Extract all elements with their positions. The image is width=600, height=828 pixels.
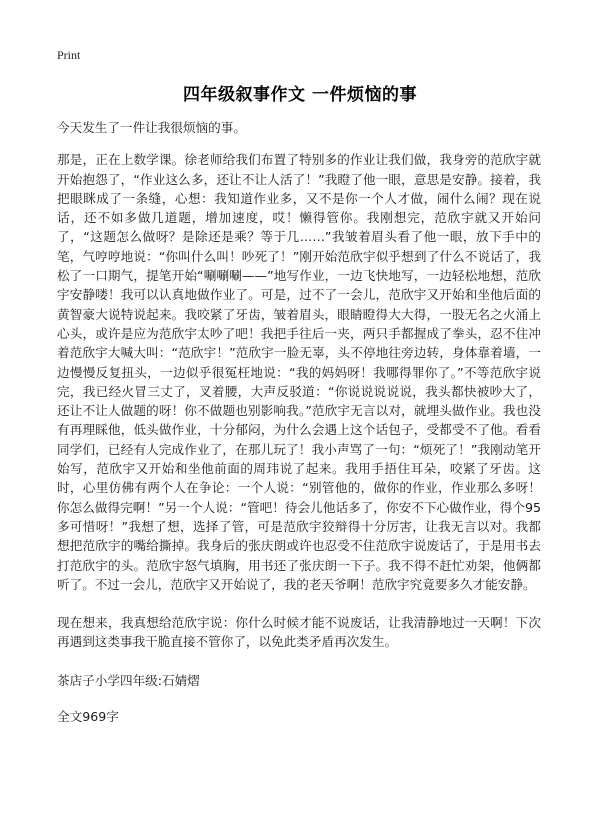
reflection-paragraph: 现在想来，我真想给范欣宇说：你什么时候才能不说废话，让我清静地过一天啊！下次再遇到这类事我干脆直接不管你了，以免此类矛盾再次发生。 bbox=[57, 615, 541, 650]
main-paragraph: 那是，正在上数学课。徐老师给我们布置了特别多的作业让我们做，我身旁的范欣宇就开始抱怨了，“作业这么多，还让不让人活了！”我瞪了他一眼，意思是安静。接着，我把眼眯成了一条缝，心想：我知道作业多，又不是你一个人才做，闹什么闹？现在说话，还不如多做几道题，增加速度，哎！懒得管你。我刚想完，范欣宇就又开始问了，“这题怎么做呀？是除还是乘？等于几……”我皱着眉头看了他一眼，放下手中的笔，气哼哼地说：“你叫什么叫！吵死了！”刚开始范欣宇似乎想到了什么不说话了，我松了一口期气，提笔开始“唰唰唰——”地写作业，一边飞快地写，一边轻松地想，范欣宇安静喽！我可以认真地做作业了。可是，过不了一会儿，范欣宇又开始和坐他后面的黄智豪大说特说起来。我咬紧了牙齿，皱着眉头，眼睛瞪得大大得，一股无名之火涌上心头，或许是应为范欣宇太吵了吧！我把手往后一夹，两只手都握成了拳头，忍不住冲着范欣宇大喊大叫：“范欣宇！”范欣宇一脸无辜，头不停地往旁边转，身体靠着墙，一边慢慢反复扭头，一边似乎很冤枉地说：“我的妈妈呀！我哪得罪你了。”不等范欣宇说完，我已经火冒三丈了，叉着腰，大声反驳道：“你说说说说说，我头都快被吵大了，还让不让人做题的呀！你不做题也别影响我。”范欣宇无言以对，就埋头做作业。我也没有再理睬他，低头做作业，十分郁闷，为什么会遇上这个话包子，受都受不了他。看看同学们，已经有人完成作业了，在那儿玩了！我小声骂了一句：“烦死了！”我刚动笔开始写，范欣宇又开始和坐他前面的周玮说了起来。我用手捂住耳朵，咬紧了牙齿。这时，心里仿佛有两个人在争论：一个人说：“别管他的，做你的作业，作业那么多呀！你怎么做得完啊！”另一个人说：“管吧！待会儿他话多了，你安不下心做作业，得个95多可惜呀！”我想了想，选择了管，可是范欣宇狡辩得十分厉害，让我无言以对。我都想把范欣宇的嘴给撕掉。我身后的张庆朗或许也忍受不住范欣宇说废话了，于是用书去打范欣宇的头。范欣宇怒气填胸，用书还了张庆朗一下子。我不得不赶忙劝架，他俩都听了。不过一会儿，范欣宇又开始说了，我的老天爷啊！范欣宇究竟要多久才能安静。 bbox=[57, 152, 541, 592]
print-link[interactable]: Print bbox=[57, 48, 81, 62]
intro-paragraph: 今天发生了一件让我很烦恼的事。 bbox=[57, 120, 246, 135]
article-body bbox=[57, 118, 541, 743]
article-title: 四年级叙事作文 一件烦恼的事 bbox=[183, 85, 417, 105]
word-count-line: 全文969字 bbox=[57, 709, 119, 725]
author-line: 茶店子小学四年级:石婧熠 bbox=[57, 672, 200, 688]
